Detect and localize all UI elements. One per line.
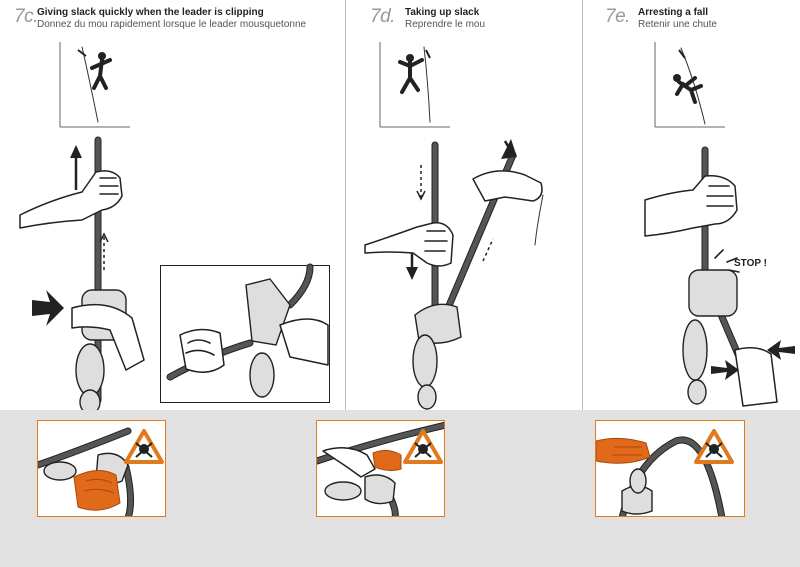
climber-icon xyxy=(380,42,450,127)
step-subtitle: Donnez du mou rapidement lorsque le leader mousquetonne xyxy=(37,19,307,30)
step-number: 7e. xyxy=(605,6,630,27)
incorrect-use-box xyxy=(316,420,445,517)
step-subtitle: Retenir une chute xyxy=(638,19,717,30)
warning-skull-icon xyxy=(694,429,734,465)
incorrect-use-box xyxy=(595,420,745,517)
warning-skull-icon xyxy=(124,429,164,465)
slack-detail-inset xyxy=(160,265,330,403)
incorrect-use-box xyxy=(37,420,166,517)
step-title: Arresting a fall xyxy=(638,7,709,18)
panel-divider xyxy=(345,0,346,410)
climber-icon xyxy=(655,42,725,127)
step-subtitle: Reprendre le mou xyxy=(405,19,486,30)
warning-skull-icon xyxy=(403,429,443,465)
arresting-fall-illustration xyxy=(645,140,800,410)
step-title: Giving slack quickly when the leader is clipping xyxy=(37,7,264,18)
giving-slack-illustration xyxy=(20,130,160,410)
panel-divider xyxy=(582,0,583,410)
taking-up-slack-illustration xyxy=(365,135,565,410)
stop-label: STOP ! xyxy=(734,258,767,269)
climber-icon xyxy=(60,42,130,127)
step-number: 7d. xyxy=(370,6,395,27)
step-title: Taking up slack xyxy=(405,7,480,18)
step-number: 7c. xyxy=(14,6,38,27)
